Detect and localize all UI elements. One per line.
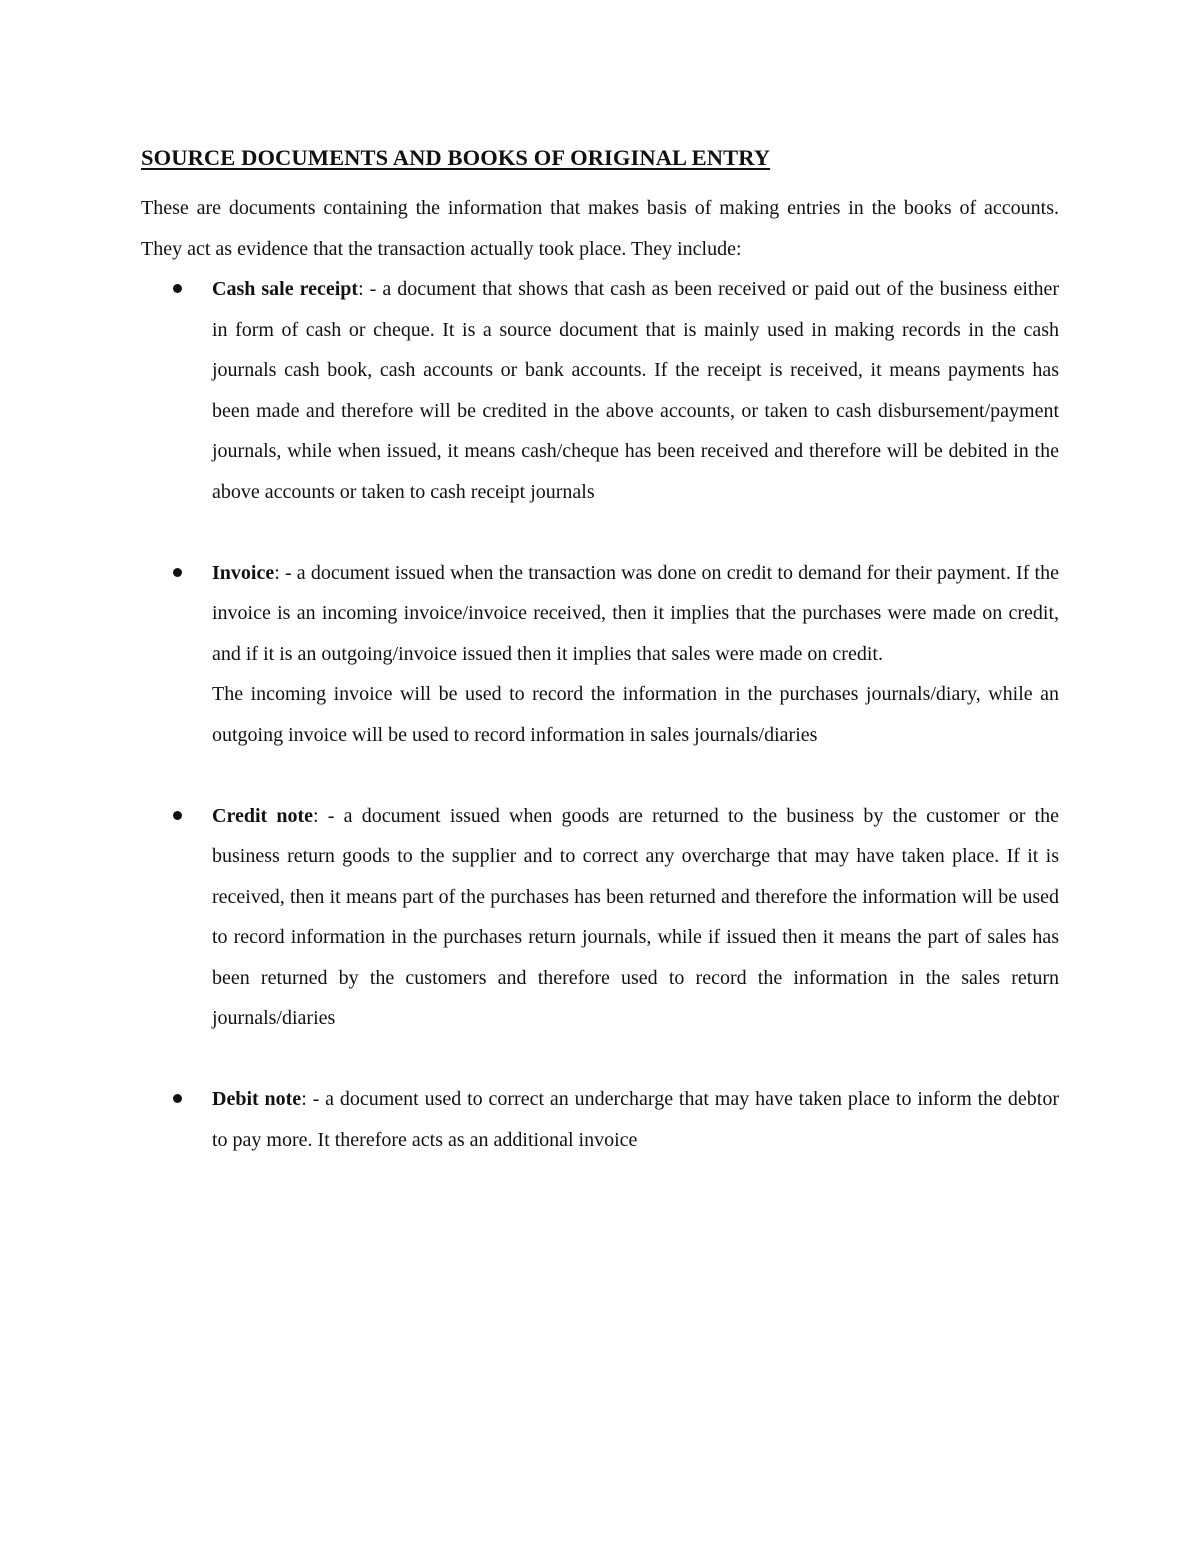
definition-debit-note: : - a document used to correct an undercharge that may have taken place to inform the debtor to pay more. It therefore acts as an additional invoice [212,1088,1059,1151]
list-item-debit-note [141,1079,1059,1160]
bullet-icon [173,284,182,293]
document-body [141,142,1059,1160]
list-item-credit-note [141,796,1059,1039]
invoice-extra-paragraph: The incoming invoice will be used to record the information in the purchases journals/diary, while an outgoing invoice will be used to record information in sales journals/diaries [212,683,1059,746]
term-credit-note: Credit note [212,804,314,827]
bullet-icon [173,568,182,577]
document-title: SOURCE DOCUMENTS AND BOOKS OF ORIGINAL ENTRY [141,145,771,170]
definition-invoice: : - a document issued when the transaction was done on credit to demand for their payment. If the invoice is an incoming invoice/invoice received, then it implies that the purchases were made on credit, and if it is an outgoing/invoice issued then it implies that sales were made on credit. [212,561,1059,665]
term-debit-note: Debit note [212,1088,302,1110]
list-item-paragraph [212,553,1059,675]
bullet-icon [173,811,182,820]
intro-paragraph: These are documents containing the information that makes basis of making entries in the books of accounts. They act as evidence that the transaction actually took place. They include: [141,197,1059,260]
term-invoice: Invoice [212,561,275,584]
list-item-invoice [141,553,1059,756]
definition-cash-sale-receipt: : - a document that shows that cash as been received or paid out of the business either in form of cash or cheque. It is a source document that is mainly used in making records in the cash journals cash book, cash accounts or bank accounts. If the receipt is received, it means payments has been made and therefore will be credited in the above accounts, or taken to cash disbursement/payment journals, while when issued, it means cash/cheque has been received and therefore will be debited in the above accounts or taken to cash receipt journals [212,278,1059,503]
bullet-list [141,269,1059,1160]
list-item-cash-sale-receipt [141,269,1059,512]
list-item-paragraph [212,269,1059,512]
list-item-paragraph [212,796,1059,1039]
bullet-icon [173,1094,182,1103]
list-item-paragraph [212,1079,1059,1160]
definition-credit-note: : - a document issued when goods are returned to the business by the customer or the business return goods to the supplier and to correct any overcharge that may have taken place. If it is received, then it means part of the purchases has been returned and therefore the information will be used to record information in the purchases return journals, while if issued then it means the part of sales has been returned by the customers and therefore used to record the information in the sales return journals/diaries [212,804,1059,1029]
term-cash-sale-receipt: Cash sale receipt [212,278,359,300]
